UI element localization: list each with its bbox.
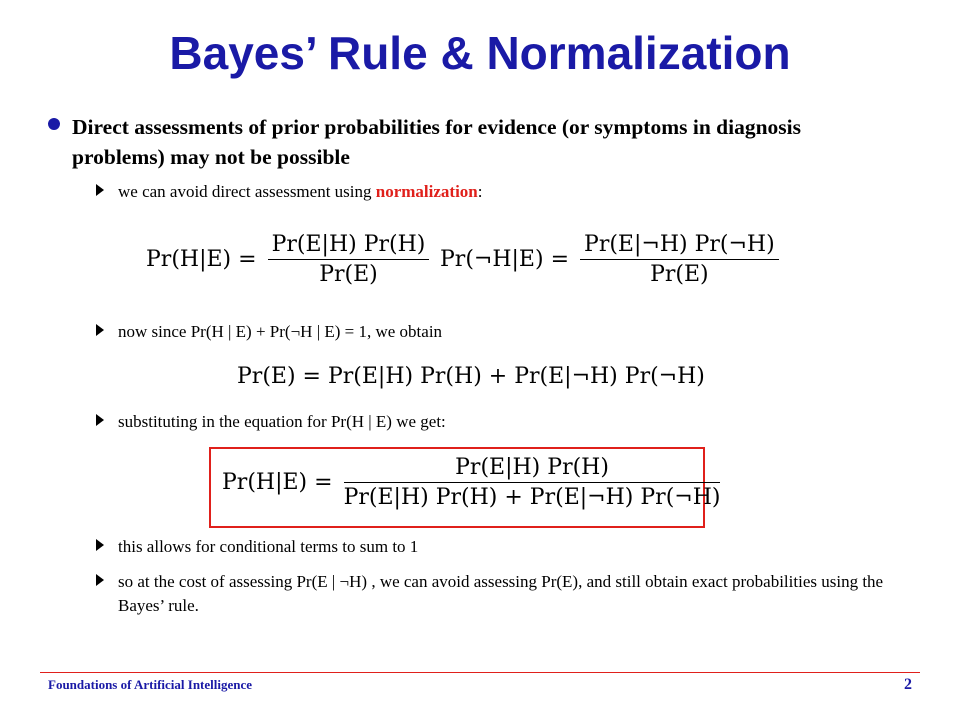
triangle-bullet-icon [96,539,104,551]
sub1-colon: : [477,182,483,201]
triangle-bullet-icon [96,574,104,586]
eq1-lhs: Pr(H|E) = [146,247,257,272]
triangle-bullet-icon [96,184,104,196]
normalization-highlight: normalization [375,182,478,201]
eq4-numerator: Pr(E|H) Pr(H) [344,455,721,483]
slide-title: Bayes’ Rule & Normalization [169,27,791,79]
equation-bayes-h [146,232,433,287]
eq2-numerator: Pr(E|¬H) Pr(¬H) [580,232,779,260]
footer-course-title: Foundations of Artificial Intelligence [48,677,253,692]
triangle-bullet-icon [96,414,104,426]
eq2-lhs: Pr(¬H|E) = [440,247,570,272]
eq3-text: Pr(E) = Pr(E|H) Pr(H) + Pr(E|¬H) Pr(¬H) [237,364,705,389]
eq4-lhs: Pr(H|E) = [222,470,333,495]
eq2-denominator: Pr(E) [650,262,709,287]
triangle-bullet-icon [96,324,104,336]
equation-normalized-bayes [222,455,724,510]
equation-total-probability [237,364,705,389]
page-number: 2 [904,676,912,693]
sub5-text: so at the cost of assessing Pr(E | ¬H) , we can avoid assessing Pr(E), and still obtain exact probabilities using the Bayes’ rule. [118,572,884,615]
bullet-dot-icon [48,118,60,130]
eq1-numerator: Pr(E|H) Pr(H) [268,232,430,260]
sub2-text: now since Pr(H | E) + Pr(¬H | E) = 1, we obtain [118,322,443,341]
main-bullet-text: Direct assessments of prior probabilities for evidence (or symptoms in diagnosis problems) may not be possible [72,115,802,169]
eq1-denominator: Pr(E) [319,262,378,287]
sub1-text: we can avoid direct assessment using [118,182,376,201]
sub3-text: substituting in the equation for Pr(H | E) we get: [118,412,446,431]
footer-divider [40,672,920,673]
eq4-denominator: Pr(E|H) Pr(H) + Pr(E|¬H) Pr(¬H) [343,485,721,510]
sub4-text: this allows for conditional terms to sum to 1 [118,537,419,556]
equation-bayes-not-h [440,232,783,287]
